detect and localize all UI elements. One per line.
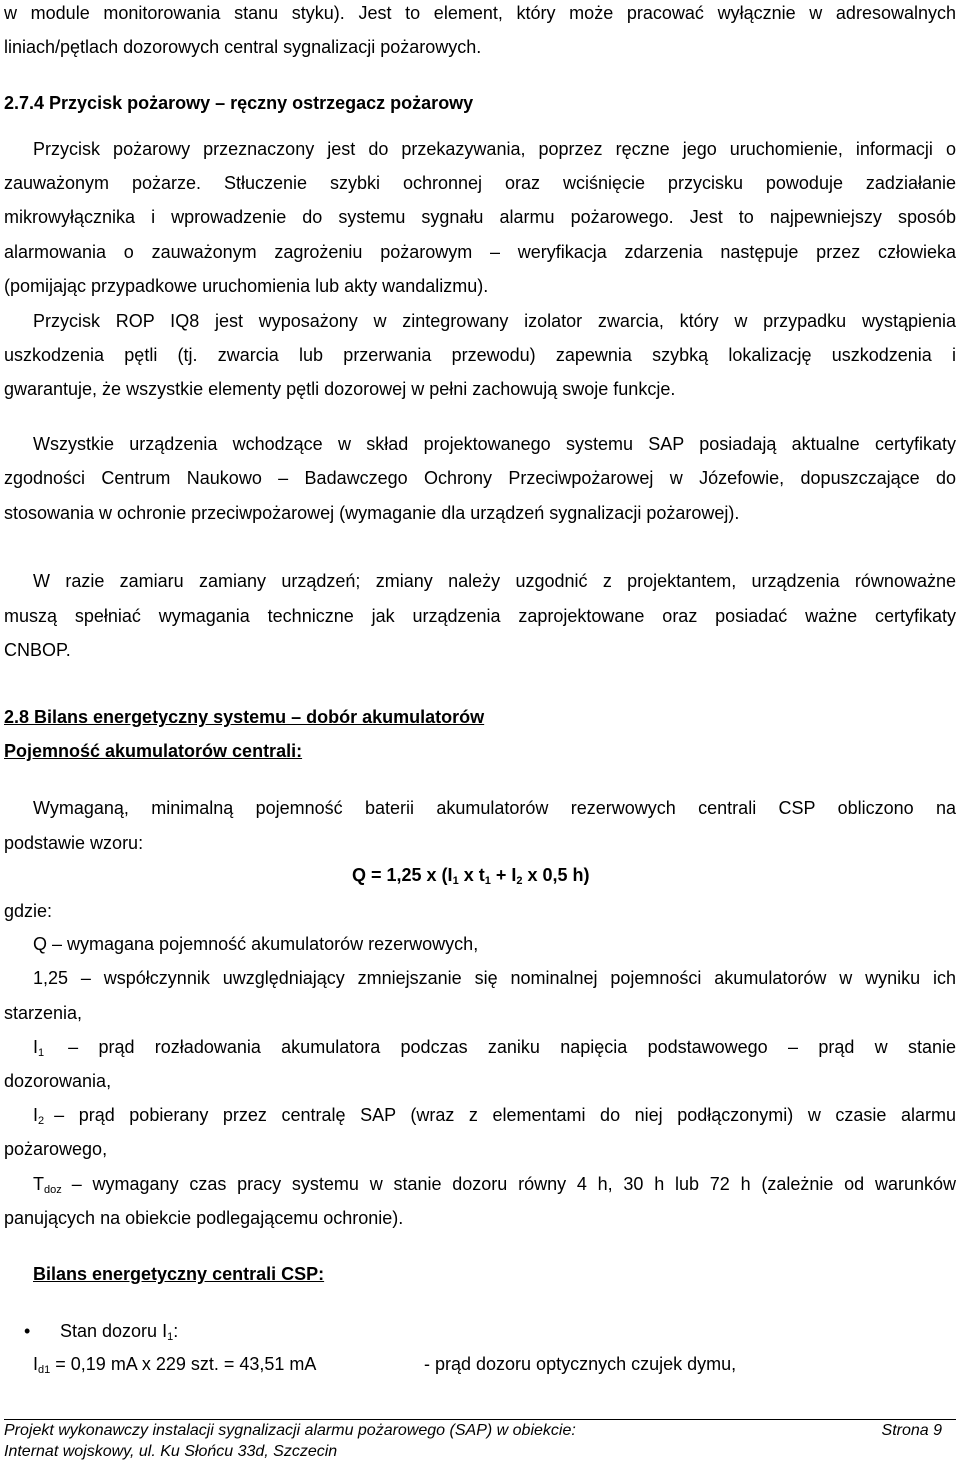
- paragraph-line: W razie zamiaru zamiany urządzeń; zmiany należy uzgodnić z projektantem, urządzenia równoważne: [33, 571, 956, 591]
- capacity-formula: Q = 1,25 x ($I_1$ x $t_1 + I_2$ x 0,5 h): [352, 865, 590, 887]
- paragraph-line: Wszystkie urządzenia wchodzące w skład projektowanego systemu SAP posiadają aktualne certyfikaty: [33, 434, 956, 454]
- paragraph-line: CNBOP.: [4, 640, 71, 660]
- definition-125-cont: starzenia,: [4, 1003, 83, 1023]
- paragraph-line: alarmowania o zauważonym zagrożeniu pożarowym – weryfikacja zdarzenia następuje przez człowieka: [4, 242, 956, 262]
- paragraph-line: uszkodzenia pętli (tj. zwarcia lub przerwania przewodu) zapewnia szybką lokalizację uszkodzenia i: [4, 345, 956, 365]
- footer-project-title: Projekt wykonawczy instalacji sygnalizacji alarmu pożarowego (SAP) w obiekcie:: [4, 1422, 576, 1439]
- definition-tdoz-cont: panujących na obiekcie podlegającemu ochronie).: [4, 1208, 404, 1228]
- where-label: gdzie:: [4, 901, 53, 921]
- footer-divider: [4, 1419, 956, 1420]
- standby-state-label: Stan dozoru $I_1$:: [60, 1321, 179, 1343]
- definition-i1-cont: dozorowania,: [4, 1071, 112, 1091]
- calc-id1-description: - prąd dozoru optycznych czujek dymu,: [424, 1354, 737, 1374]
- paragraph-line: mikrowyłącznika i wprowadzenie do systemu sygnału alarmu pożarowego. Jest to najpewniejszy sposób: [4, 207, 956, 227]
- paragraph-line: (pomijając przypadkowe uruchomienia lub akty wandalizmu).: [4, 276, 489, 296]
- definition-tdoz: [33, 1173, 956, 1195]
- paragraph-line: Przycisk ROP IQ8 jest wyposażony w zintegrowany izolator zwarcia, który w przypadku wystąpienia: [33, 311, 956, 331]
- paragraph-line: Przycisk pożarowy przeznaczony jest do przekazywania, poprzez ręczne jego uruchomienie, informacji o: [33, 139, 956, 159]
- definition-i2-cont: pożarowego,: [4, 1139, 108, 1159]
- symbol-i1: $I_1$: [33, 1037, 45, 1059]
- footer-page-number: Strona 9: [881, 1422, 942, 1439]
- definition-i2: [33, 1104, 956, 1126]
- paragraph-line: muszą spełniać wymagania techniczne jak urządzenia zaprojektowane oraz posiadać ważne certyfikaty: [4, 606, 956, 626]
- definition-i1: [33, 1036, 956, 1058]
- definition-tdoz-text: – wymagany czas pracy systemu w stanie dozoru równy 4 h, 30 h lub 72 h (zależnie od warunków: [71, 1174, 956, 1194]
- definition-i2-text: – prąd pobierany przez centralę SAP (wraz z elementami do niej podłączonymi) w czasie alarmu: [54, 1105, 956, 1125]
- paragraph-line: zauważonym pożarze. Stłuczenie szybki ochronnej oraz wciśnięcie przycisku powoduje zadziałanie: [4, 173, 956, 193]
- paragraph-line: gwarantuje, że wszystkie elementy pętli dozorowej w pełni zachowują swoje funkcje.: [4, 379, 676, 399]
- csp-balance-heading: Bilans energetyczny centrali CSP:: [33, 1264, 325, 1284]
- definition-i1-text: – prąd rozładowania akumulatora podczas zaniku napięcia podstawowego – prąd w stanie: [68, 1037, 956, 1057]
- section-heading-2-7-4: 2.7.4 Przycisk pożarowy – ręczny ostrzegacz pożarowy: [4, 93, 474, 113]
- definition-125: 1,25 – współczynnik uwzględniający zmniejszanie się nominalnej pojemności akumulatorów w wyniku ich: [33, 968, 956, 988]
- paragraph-line: zgodności Centrum Naukowo – Badawczego Ochrony Przeciwpożarowej w Józefowie, dopuszczające do: [4, 468, 956, 488]
- paragraph-line: Wymaganą, minimalną pojemność baterii akumulatorów rezerwowych centrali CSP obliczono na: [33, 798, 956, 818]
- paragraph-line: liniach/pętlach dozorowych central sygnalizacji pożarowych.: [4, 37, 482, 57]
- subheading-capacity: Pojemność akumulatorów centrali:: [4, 741, 303, 761]
- paragraph-line: stosowania w ochronie przeciwpożarowej (wymaganie dla urządzeń sygnalizacji pożarowej).: [4, 503, 740, 523]
- paragraph-line: w module monitorowania stanu styku). Jest to element, który może pracować wyłącznie w adresowalnych: [4, 3, 956, 23]
- section-heading-2-8: 2.8 Bilans energetyczny systemu – dobór akumulatorów: [4, 707, 485, 727]
- calc-id1: $I_{d1} = 0,19$ mA x 229 szt. = 43,51 mA: [33, 1354, 317, 1376]
- bullet-icon: •: [24, 1321, 31, 1341]
- paragraph-line: podstawie wzoru:: [4, 833, 144, 853]
- symbol-tdoz: $T_{doz}$: [33, 1174, 62, 1196]
- symbol-i2: $I_2$: [33, 1105, 45, 1127]
- footer-address: Internat wojskowy, ul. Ku Słońcu 33d, Szczecin: [4, 1443, 338, 1460]
- definition-q: Q – wymagana pojemność akumulatorów rezerwowych,: [33, 934, 479, 954]
